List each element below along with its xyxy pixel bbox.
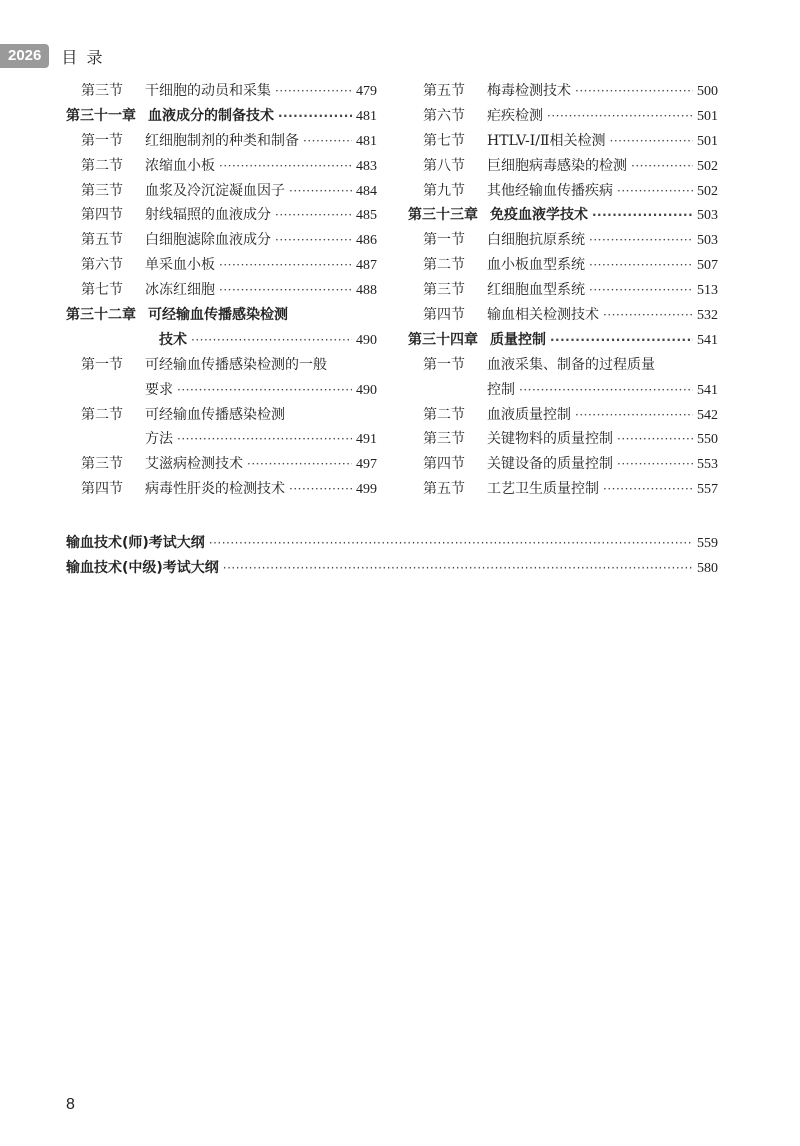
- toc-entry-line: [66, 353, 377, 378]
- dot-leader: [223, 556, 693, 581]
- exam-outline-title: 输血技术(中级)考试大纲: [66, 559, 219, 576]
- toc-entry-title: 技术: [159, 331, 187, 348]
- toc-entry-page: 500: [697, 84, 718, 99]
- toc-entry-page: 502: [697, 158, 718, 174]
- toc-entry-number: 第三节: [423, 282, 465, 299]
- toc-entry-page: 553: [697, 457, 718, 473]
- toc-entry-title: 可经输血传播感染检测的一般: [145, 356, 327, 373]
- toc-entry-title: 疟疾检测: [487, 107, 543, 124]
- toc-entry[interactable]: [408, 303, 718, 328]
- toc-entry-page: 481: [356, 108, 377, 124]
- header-title: 目 录: [61, 47, 105, 67]
- dot-leader: [575, 403, 693, 428]
- toc-entry-page: 542: [697, 407, 718, 423]
- dot-leader: [177, 378, 352, 403]
- toc-entry-page: 485: [356, 208, 377, 224]
- toc-entry-number: 第八节: [423, 157, 465, 174]
- page-number: 8: [66, 1096, 75, 1113]
- toc-entry[interactable]: [66, 477, 377, 502]
- dot-leader: [275, 228, 352, 253]
- toc-entry[interactable]: [408, 154, 718, 179]
- dot-leader: [247, 452, 352, 477]
- dot-leader: [610, 129, 693, 154]
- toc-entry-title: 单采血小板: [145, 257, 215, 274]
- toc-entry[interactable]: [408, 228, 718, 253]
- toc-entry-title: 白细胞抗原系统: [487, 232, 585, 249]
- toc-entry-title: 干细胞的动员和采集: [145, 83, 271, 99]
- dot-leader: [278, 104, 352, 129]
- toc-entry-number: 第三节: [423, 431, 465, 448]
- dot-leader: [209, 531, 693, 556]
- dot-leader: [289, 477, 352, 502]
- toc-entry-number: 第二节: [423, 257, 465, 274]
- toc-entry[interactable]: [408, 452, 718, 477]
- toc-entry-page: 502: [697, 183, 718, 199]
- toc-right-column: [408, 79, 718, 502]
- dot-leader: [275, 79, 352, 104]
- toc-entry[interactable]: [408, 328, 718, 353]
- toc-entry-page: 499: [356, 482, 377, 498]
- toc-entry-title: 输血相关检测技术: [487, 307, 599, 324]
- toc-entry-page: 507: [697, 258, 718, 274]
- toc-entry-title: 方法: [145, 431, 173, 448]
- toc-entry-title: 其他经输血传播疾病: [487, 182, 613, 199]
- toc-entry-title: 红细胞血型系统: [487, 282, 585, 299]
- toc-entry-page: 486: [356, 233, 377, 249]
- toc-entry-page: 490: [356, 332, 377, 348]
- dot-leader: [219, 278, 352, 303]
- toc-entry[interactable]: [408, 278, 718, 303]
- dot-leader: [219, 154, 352, 179]
- toc-entry[interactable]: [408, 403, 718, 428]
- toc-entry[interactable]: [408, 477, 718, 502]
- toc-entry[interactable]: [66, 179, 377, 204]
- toc-entry[interactable]: [66, 452, 377, 477]
- toc-entry-number: 第一节: [423, 356, 465, 373]
- dot-leader: [589, 253, 693, 278]
- toc-entry-title: 红细胞制剂的种类和制备: [145, 132, 299, 149]
- toc-entry[interactable]: [408, 129, 718, 154]
- dot-leader: [550, 328, 693, 353]
- dot-leader: [592, 203, 693, 228]
- toc-entry-number: 第一节: [423, 232, 465, 249]
- toc-entry-number: 第七节: [423, 132, 465, 149]
- toc-entry-page: 479: [356, 84, 377, 99]
- toc-entry-page: 541: [697, 332, 718, 348]
- year-badge: 2026: [0, 44, 49, 68]
- toc-entry-title: 关键物料的质量控制: [487, 431, 613, 448]
- toc-entry[interactable]: [408, 253, 718, 278]
- toc-entry-number: 第七节: [81, 282, 123, 299]
- toc-entry-page: 481: [356, 133, 377, 149]
- exam-outline-title: 输血技术(师)考试大纲: [66, 535, 205, 551]
- toc-entry[interactable]: [66, 79, 377, 104]
- toc-entry[interactable]: [408, 79, 718, 104]
- dot-leader: [547, 104, 693, 129]
- toc-entry[interactable]: [66, 104, 377, 129]
- toc-entry-page: 550: [697, 432, 718, 448]
- toc-entry[interactable]: [408, 104, 718, 129]
- toc-entry-number: 第五节: [423, 83, 465, 99]
- dot-leader: [519, 378, 693, 403]
- toc-entry[interactable]: [66, 427, 377, 452]
- toc-entry-title: 工艺卫生质量控制: [487, 481, 599, 498]
- toc-entry-page: 490: [356, 382, 377, 398]
- dot-leader: [177, 427, 352, 452]
- toc-entry[interactable]: [66, 378, 377, 403]
- toc-entry-title: 血液成分的制备技术: [148, 107, 274, 124]
- toc-entry-number: 第四节: [81, 207, 123, 224]
- toc-entry-title: 可经输血传播感染检测: [145, 406, 285, 423]
- toc-entry-title: 血浆及冷沉淀凝血因子: [145, 182, 285, 199]
- toc-entry-title: 关键设备的质量控制: [487, 456, 613, 473]
- toc-entry-page: 503: [697, 233, 718, 249]
- dot-leader: [603, 303, 693, 328]
- toc-entry-number: 第九节: [423, 182, 465, 199]
- toc-entry[interactable]: [66, 228, 377, 253]
- toc-entry[interactable]: [66, 154, 377, 179]
- toc-entry-number: 第五节: [81, 232, 123, 249]
- dot-leader: [617, 427, 693, 452]
- toc-entry-page: 557: [697, 482, 718, 498]
- toc-entry-title: 巨细胞病毒感染的检测: [487, 157, 627, 174]
- dot-leader: [275, 203, 352, 228]
- toc-entry[interactable]: [66, 129, 377, 154]
- toc-entry-title: 免疫血液学技术: [490, 207, 588, 224]
- toc-entry-line: [66, 303, 377, 328]
- exam-outline-entry[interactable]: [66, 531, 718, 556]
- dot-leader: [631, 154, 693, 179]
- toc-entry-page: 501: [697, 133, 718, 149]
- toc-entry-page: 483: [356, 158, 377, 174]
- toc-entry-title: HTLV-Ⅰ/Ⅱ相关检测: [487, 132, 606, 149]
- toc-entry-number: 第三十一章: [66, 107, 136, 124]
- toc-entry[interactable]: [66, 278, 377, 303]
- toc-entry-number: 第二节: [423, 406, 465, 423]
- toc-entry[interactable]: [408, 203, 718, 228]
- toc-entry-title: 可经输血传播感染检测: [148, 307, 288, 324]
- toc-entry-line: [66, 403, 377, 428]
- toc-left-column: [66, 79, 377, 502]
- dot-leader: [219, 253, 352, 278]
- toc-entry-number: 第二节: [81, 157, 123, 174]
- toc-entry-page: 513: [697, 283, 718, 299]
- toc-entry-title: 梅毒检测技术: [487, 83, 571, 99]
- toc-entry-title: 白细胞滤除血液成分: [145, 232, 271, 249]
- toc-entry-number: 第三十二章: [66, 307, 136, 324]
- toc-entry-number: 第四节: [423, 456, 465, 473]
- toc-entry-number: 第四节: [81, 481, 123, 498]
- toc-entry-number: 第二节: [81, 406, 123, 423]
- exam-outline-entry[interactable]: [66, 556, 718, 581]
- toc-entry-number: 第三十四章: [408, 331, 478, 348]
- toc-entry-page: 541: [697, 382, 718, 398]
- toc-entry-number: 第三节: [81, 83, 123, 99]
- toc-entry-page: 484: [356, 183, 377, 199]
- toc-entry-title: 血液采集、制备的过程质量: [487, 356, 655, 373]
- toc-entry-number: 第一节: [81, 356, 123, 373]
- toc-entry[interactable]: [408, 378, 718, 403]
- toc-entry-title: 要求: [145, 381, 173, 398]
- toc-entry[interactable]: [66, 328, 377, 353]
- toc-entry-line: [408, 353, 718, 378]
- toc-entry-title: 浓缩血小板: [145, 157, 215, 174]
- dot-leader: [289, 179, 352, 204]
- toc-entry-number: 第六节: [423, 107, 465, 124]
- toc-entry-title: 血液质量控制: [487, 406, 571, 423]
- toc-entry-title: 质量控制: [490, 331, 546, 348]
- toc-entry-page: 503: [697, 208, 718, 224]
- exam-outline-page: 580: [697, 560, 718, 576]
- toc-entry-title: 控制: [487, 381, 515, 398]
- toc-entry-title: 艾滋病检测技术: [145, 456, 243, 473]
- exam-outline-page: 559: [697, 536, 718, 551]
- dot-leader: [191, 328, 352, 353]
- toc-entry-title: 病毒性肝炎的检测技术: [145, 481, 285, 498]
- dot-leader: [589, 278, 693, 303]
- toc-entry-number: 第六节: [81, 257, 123, 274]
- toc-entry[interactable]: [66, 203, 377, 228]
- toc-entry-title: 冰冻红细胞: [145, 282, 215, 299]
- toc-entry-number: 第一节: [81, 132, 123, 149]
- dot-leader: [603, 477, 693, 502]
- dot-leader: [303, 129, 352, 154]
- toc-entry-title: 血小板血型系统: [487, 257, 585, 274]
- dot-leader: [617, 179, 693, 204]
- toc-entry-page: 532: [697, 308, 718, 324]
- toc-entry[interactable]: [66, 253, 377, 278]
- toc-entry-number: 第三十三章: [408, 207, 478, 224]
- toc-entry-page: 487: [356, 258, 377, 274]
- dot-leader: [575, 79, 693, 104]
- dot-leader: [617, 452, 693, 477]
- toc-entry-page: 491: [356, 432, 377, 448]
- toc-entry-number: 第三节: [81, 456, 123, 473]
- toc-entry[interactable]: [408, 179, 718, 204]
- toc-entry-number: 第三节: [81, 182, 123, 199]
- toc-entry-page: 501: [697, 108, 718, 124]
- toc-entry-number: 第五节: [423, 481, 465, 498]
- page-header: [0, 44, 104, 68]
- dot-leader: [589, 228, 693, 253]
- toc-entry-title: 射线辐照的血液成分: [145, 207, 271, 224]
- toc-entry-page: 488: [356, 283, 377, 299]
- toc-entry[interactable]: [408, 427, 718, 452]
- exam-outline-list: [66, 531, 718, 581]
- toc-entry-page: 497: [356, 457, 377, 473]
- toc-entry-number: 第四节: [423, 307, 465, 324]
